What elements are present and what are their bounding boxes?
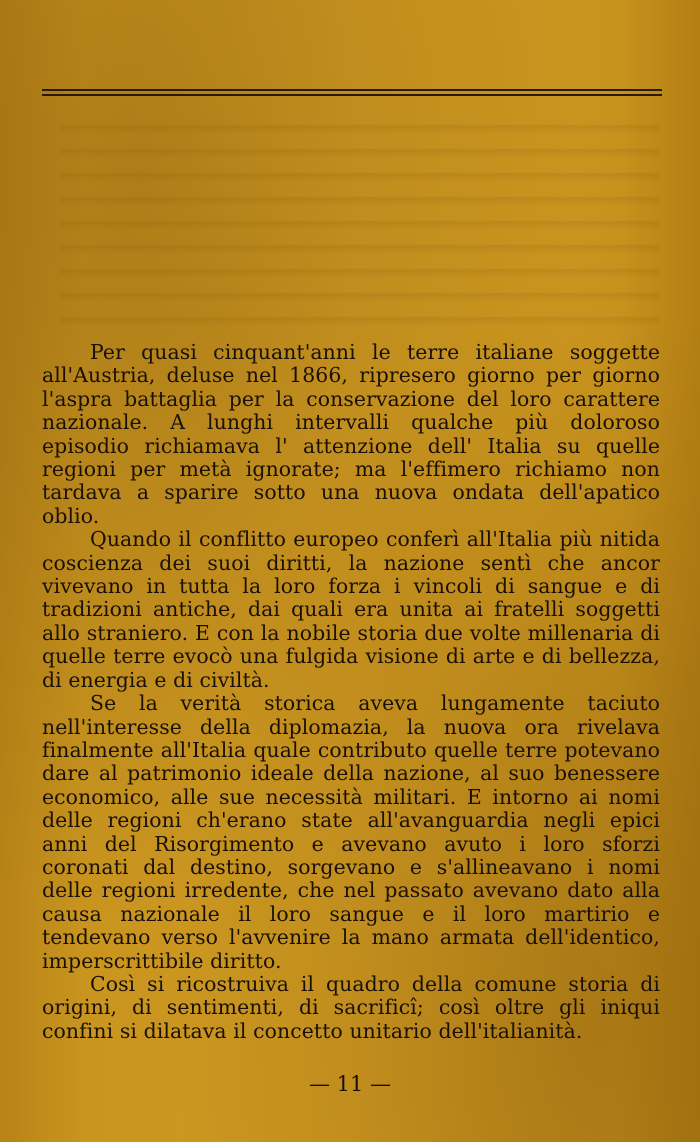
- paragraph-4: Così si ricostruiva il quadro della comune storia di origini, di sentimenti, di sacrificî; così oltre gli iniqui confini si dilatava il concetto unitario dell'italianità.: [42, 971, 660, 1043]
- show-through-text: [60, 110, 660, 340]
- body-text: [42, 341, 660, 1043]
- header-rule-bottom: [42, 94, 662, 96]
- paragraph-3: Se la verità storica aveva lungamente taciuto nell'interesse della diplomazia, la nuova ora rivelava finalmente all'Italia quale contributo quelle terre potevano dare al patrimonio ideale della nazione, al suo benessere economico, alle sue necessità militari. E intorno ai nomi delle regioni ch'erano state all'avanguardia negli epici anni del Risorgimento e avevano avuto i loro sforzi coronati dal destino, sorgevano e s'allineavano i nomi delle regioni irredente, che nel passato avevano dato alla causa nazionale il loro sangue e il loro martirio e tendevano verso l'avvenire la mano armata dell'identico, imperscrittibile diritto.: [42, 691, 660, 973]
- page-number: — 11 —: [308, 1072, 392, 1096]
- paragraph-2: Quando il conflitto europeo conferì all'Italia più nitida coscienza dei suoi diritti, la nazione sentì che ancor vivevano in tutta la loro forza i vincoli di sangue e di tradizioni antiche, dai quali era unita ai fratelli soggetti allo straniero. E con la nobile storia due volte millenaria di quelle terre evocò una fulgida visione di arte e di bellezza, di energia e di civiltà.: [42, 527, 660, 692]
- header-rule-top: [42, 89, 662, 91]
- paragraph-1: Per quasi cinquant'anni le terre italiane soggette all'Austria, deluse nel 1866, ripresero giorno per giorno l'aspra battaglia per la conservazione del loro carattere nazionale. A lunghi intervalli qualche più doloroso episodio richiamava l' attenzione dell' Italia su quelle regioni per metà ignorate; ma l'effimero richiamo non tardava a sparire sotto una nuova ondata dell'apatico oblio.: [42, 340, 660, 528]
